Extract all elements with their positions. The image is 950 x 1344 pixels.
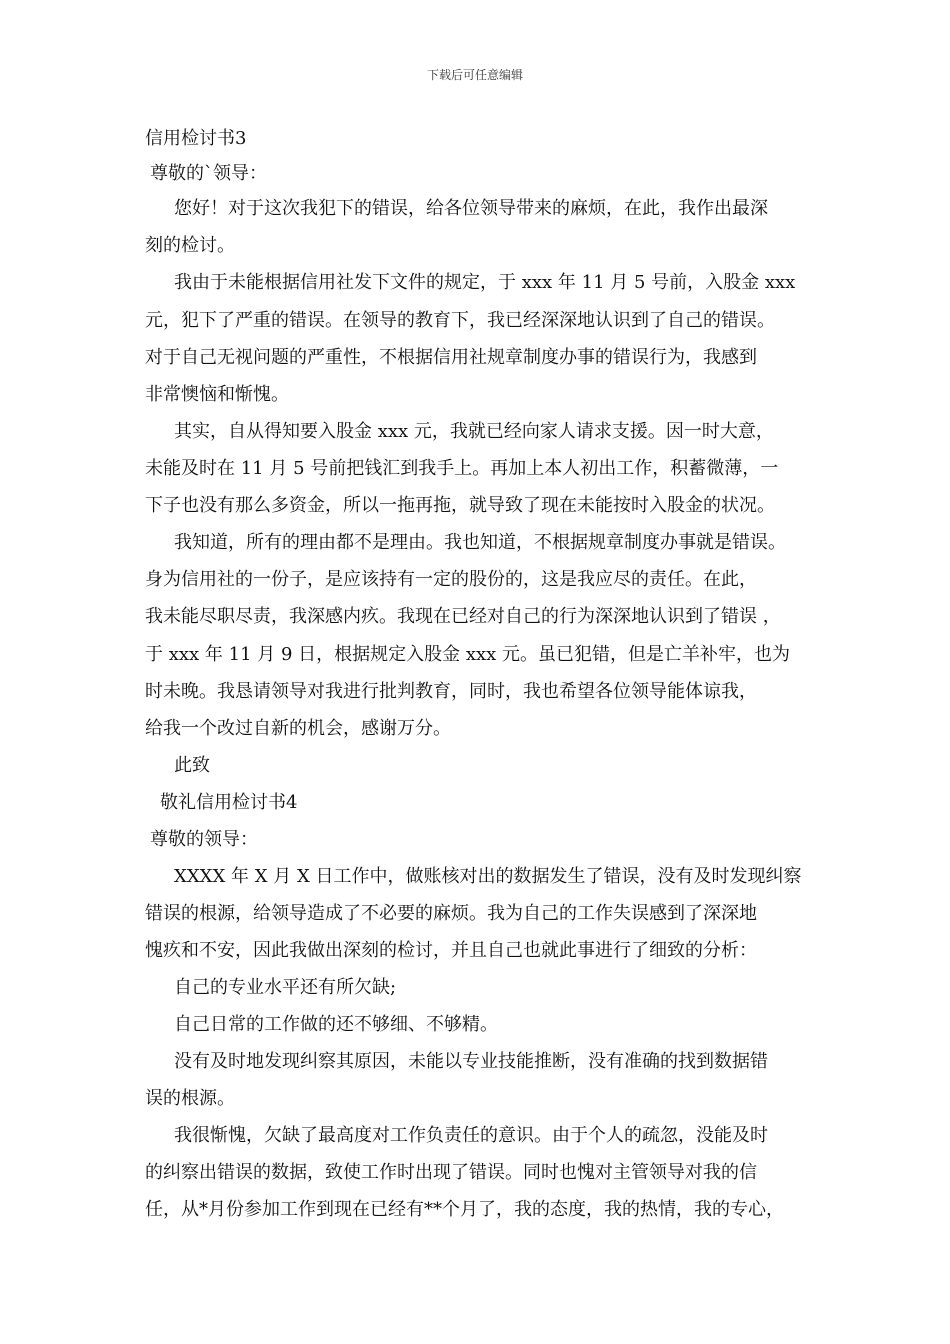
- doc-title: 敬礼信用检讨书4: [160, 792, 298, 813]
- text-line: 没有及时地发现纠察其原因，未能以专业技能推断，没有准确的找到数据错: [174, 1051, 768, 1072]
- text-line: 刻的检讨。: [145, 235, 235, 256]
- text-line: 我知道，所有的理由都不是理由。我也知道，不根据规章制度办事就是错误。: [174, 532, 786, 553]
- page-header: 下载后可任意编辑: [426, 68, 523, 82]
- text-line: 未能及时在 11 月 5 号前把钱汇到我手上。再加上本人初出工作，积蓄微薄，一: [145, 458, 779, 479]
- text-line: 的纠察出错误的数据，致使工作时出现了错误。同时也愧对主管领导对我的信: [145, 1162, 757, 1183]
- list-item: 自己的专业水平还有所欠缺;: [174, 977, 397, 998]
- text-line: 误的根源。: [145, 1088, 235, 1109]
- text-line: 我由于未能根据信用社发下文件的规定，于 xxx 年 11 月 5 号前，入股金 xxx: [174, 272, 796, 293]
- text-line: 您好！对于这次我犯下的错误，给各位领导带来的麻烦，在此，我作出最深: [174, 198, 768, 219]
- text-line: 我很惭愧，欠缺了最高度对工作负责任的意识。由于个人的疏忽，没能及时: [174, 1125, 768, 1146]
- text-line: 给我一个改过自新的机会，感谢万分。: [145, 718, 451, 739]
- text-line: 其实，自从得知要入股金 xxx 元，我就已经向家人请求支援。因一时大意，: [174, 421, 774, 442]
- salutation: 尊敬的领导：: [150, 829, 258, 850]
- text-line: 元，犯下了严重的错误。在领导的教育下，我已经深深地认识到了自己的错误。: [145, 310, 775, 331]
- salutation: 尊敬的`领导：: [150, 163, 267, 184]
- text-line: 非常懊恼和惭愧。: [145, 384, 289, 405]
- text-line: 愧疚和不安，因此我做出深刻的检讨，并且自己也就此事进行了细致的分析：: [145, 940, 757, 961]
- text-line: 身为信用社的一份子，是应该持有一定的股份的，这是我应尽的责任。在此，: [145, 569, 757, 590]
- closing-line: 此致: [174, 755, 210, 776]
- text-line: 对于自己无视问题的严重性，不根据信用社规章制度办事的错误行为，我感到: [145, 347, 757, 368]
- text-line: 于 xxx 年 11 月 9 日，根据规定入股金 xxx 元。虽已犯错，但是亡羊补牢，也为: [145, 644, 791, 665]
- text-line: XXXX 年 X 月 X 日工作中，做账核对出的数据发生了错误，没有及时发现纠察: [174, 866, 802, 887]
- text-line: 错误的根源，给领导造成了不必要的麻烦。我为自己的工作失误感到了深深地: [145, 903, 757, 924]
- text-line: 时未晚。我恳请领导对我进行批判教育，同时，我也希望各位领导能体谅我，: [145, 681, 757, 702]
- text-line: 我未能尽职尽责，我深感内疚。我现在已经对自己的行为深深地认识到了错误 ，: [145, 606, 781, 627]
- list-item: 自己日常的工作做的还不够细、不够精。: [174, 1014, 498, 1035]
- text-line: 下子也没有那么多资金，所以一拖再拖，就导致了现在未能按时入股金的状况。: [145, 495, 775, 516]
- doc-title: 信用检讨书3: [145, 128, 247, 149]
- text-line: 任，从*月份参加工作到现在已经有**个月了，我的态度，我的热情，我的专心，: [145, 1199, 784, 1220]
